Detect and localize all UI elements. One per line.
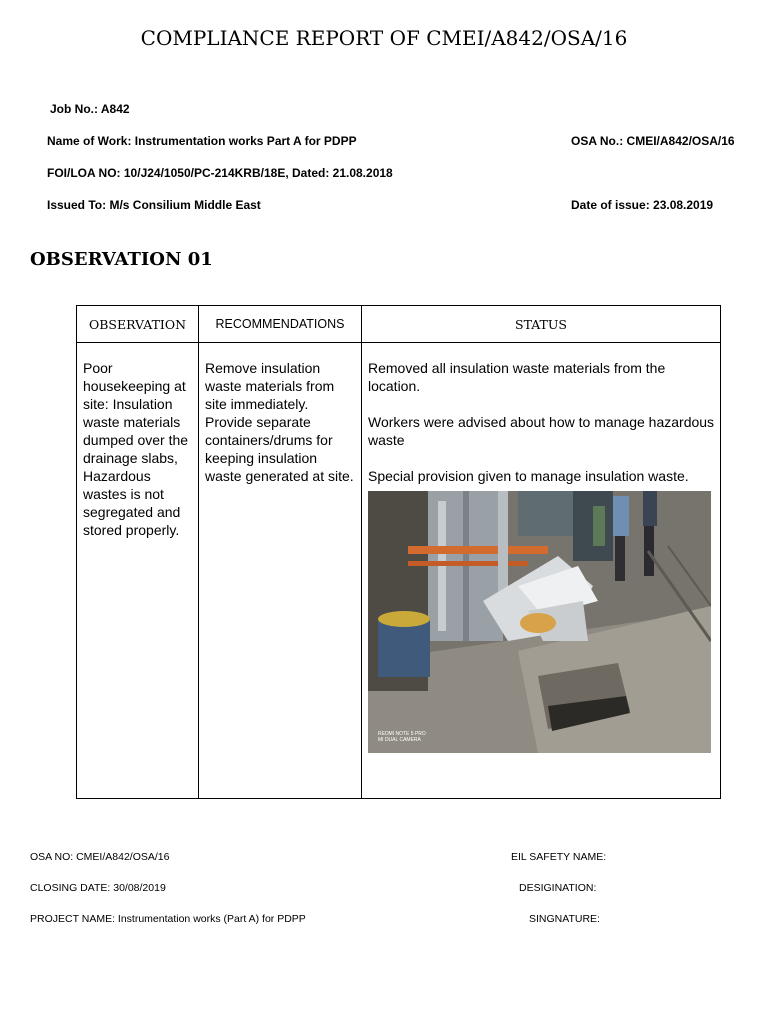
- watermark-line: MI DUAL CAMERA: [378, 737, 421, 743]
- header-observation: OBSERVATION: [77, 306, 199, 343]
- site-photo-illustration: [368, 491, 711, 753]
- footer-osa-no: OSA NO: CMEI/A842/OSA/16: [30, 851, 170, 863]
- name-of-work: Name of Work: Instrumentation works Part A for PDPP: [47, 134, 357, 148]
- status-item: Removed all insulation waste materials from the location.: [368, 360, 666, 394]
- recommendation-cell: [199, 343, 362, 799]
- date-of-issue: Date of issue: 23.08.2019: [571, 198, 714, 212]
- header-status: STATUS: [362, 306, 721, 343]
- issued-to: Issued To: M/s Consilium Middle East: [47, 198, 261, 212]
- status-cell: [362, 343, 721, 799]
- foi-loa-no: FOI/LOA NO: 10/J24/1050/PC-214KRB/18E, Dated: 21.08.2018: [47, 166, 393, 180]
- recommendation-text: Remove insulation waste materials from site immediately. Provide separate containers/drums for keeping insulation waste generated at site.: [205, 360, 354, 484]
- observation-cell: [77, 343, 199, 799]
- status-item: Workers were advised about how to manage hazardous waste: [368, 414, 715, 448]
- header-recommendations: RECOMMENDATIONS: [199, 306, 362, 343]
- job-no: Job No.: A842: [50, 102, 130, 116]
- observation-heading: OBSERVATION 01: [30, 249, 213, 270]
- photo-watermark: [378, 731, 426, 743]
- table-row: [77, 343, 721, 799]
- table-header-row: [77, 306, 721, 343]
- footer-eil-safety-name: EIL SAFETY NAME:: [511, 851, 607, 863]
- footer-closing-date: CLOSING DATE: 30/08/2019: [30, 882, 166, 894]
- footer-designation: DESIGINATION:: [519, 882, 597, 894]
- status-item: Special provision given to manage insulation waste.: [368, 468, 689, 484]
- report-title: COMPLIANCE REPORT OF CMEI/A842/OSA/16: [140, 26, 628, 50]
- footer-signature: SINGNATURE:: [529, 913, 600, 925]
- observation-text: Poor housekeeping at site: Insulation waste materials dumped over the drainage slabs, Hazardous wastes is not segregated and stored properly.: [83, 360, 189, 538]
- watermark-line: REDMI NOTE 5 PRO: [378, 731, 426, 737]
- footer-project-name: PROJECT NAME: Instrumentation works (Part A) for PDPP: [30, 913, 306, 925]
- site-photo: [368, 491, 711, 753]
- observation-table: [76, 305, 721, 799]
- osa-no: OSA No.: CMEI/A842/OSA/16: [571, 134, 735, 148]
